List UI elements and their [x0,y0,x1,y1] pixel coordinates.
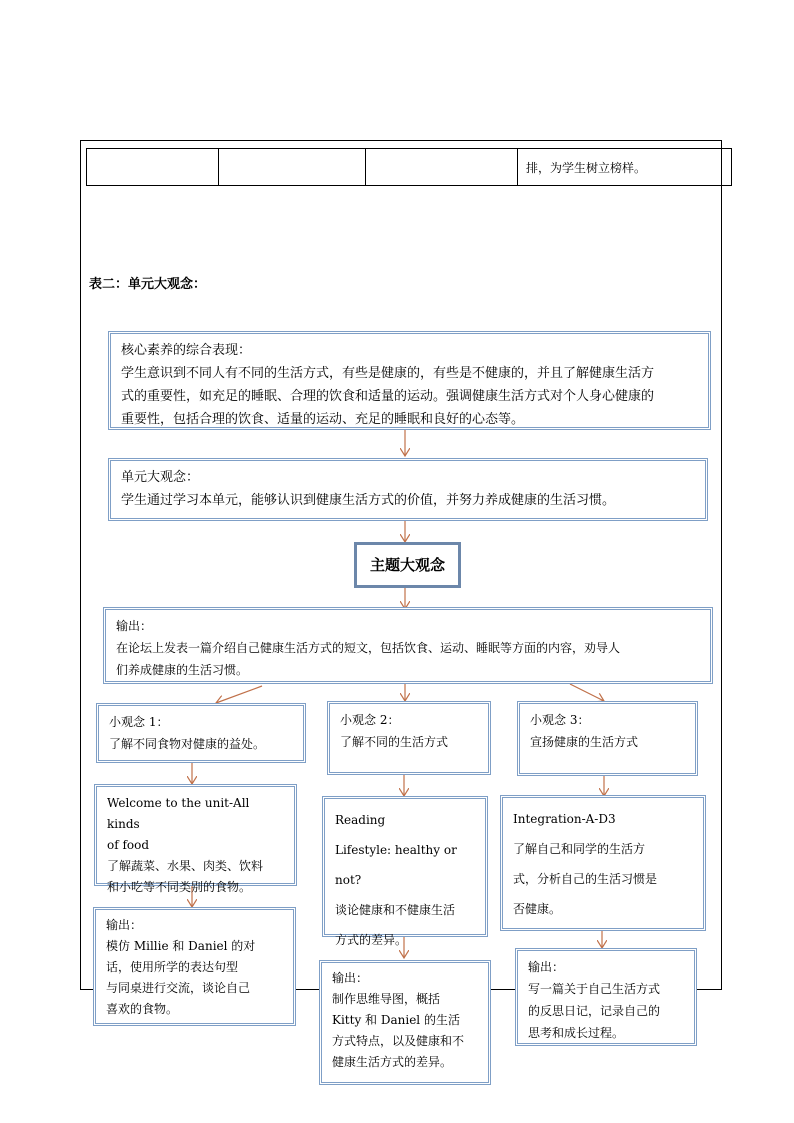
lesson-line: of food [107,838,150,852]
sub-concept-text: 宣扬健康的生活方式 [530,735,639,749]
unit-big-idea-box [108,458,708,521]
lesson-line: 式，分析自己的生活习惯是 [513,872,658,886]
core-heading: 核心素养的综合表现： [121,343,252,358]
lesson-line: 了解自己和同学的生活方 [513,842,646,856]
unit-text: 学生通过学习本单元，能够认识到健康生活方式的价值，并努力养成健康的生活习惯。 [121,493,616,508]
core-line: 重要性，包括合理的饮食、适量的运动、充足的睡眠和良好的心态等。 [121,412,525,427]
output-2-box [319,960,491,1085]
output-line: 写一篇关于自己生活方式 [528,982,661,996]
sub-concept-title: 小观念 3： [530,713,590,727]
output-line: 们养成健康的生活习惯。 [116,663,249,677]
lesson-line: 了解蔬菜、水果、肉类、饮料 [107,859,264,873]
core-line: 学生意识到不同人有不同的生活方式，有些是健康的，有些是不健康的，并且了解健康生活方 [121,366,655,381]
lesson-3-box [500,795,706,931]
sub-concept-title: 小观念 2： [340,713,400,727]
lesson-line: 方式的差异。 [335,933,408,947]
lesson-title: Welcome to the unit-All kinds [107,796,250,831]
lesson-line: Lifestyle: healthy or not? [335,843,457,887]
output-line: 方式特点，以及健康和不 [332,1034,465,1048]
lesson-line: 谈论健康和不健康生活 [335,903,456,917]
output-line: 在论坛上发表一篇介绍自己健康生活方式的短文，包括饮食、运动、睡眠等方面的内容，劝导人 [116,641,621,655]
arrow [570,684,604,701]
lesson-1-box [94,784,297,894]
output-line: 与同桌进行交流，谈论自己 [106,981,251,995]
sub-concept-title: 小观念 1： [109,715,169,729]
output-heading: 输出： [106,918,143,932]
lesson-line: 否健康。 [513,902,562,916]
theme-title: 主题大观念 [354,542,461,588]
table-caption: 表二：单元大观念： [89,277,207,292]
output-line: 思考和成长过程。 [528,1026,625,1040]
output-heading: 输出： [332,971,369,985]
lesson-2-box [322,796,488,947]
core-line: 式的重要性，如充足的睡眠、合理的饮食和适量的运动。强调健康生活方式对个人身心健康的 [121,389,655,404]
unit-heading: 单元大观念： [121,470,200,485]
output-line: 喜欢的食物。 [106,1002,179,1016]
output-heading: 输出： [528,960,565,974]
sub-concept-1 [96,703,306,763]
sub-concept-3 [517,701,698,776]
output-3-box [515,948,697,1046]
output-line: 健康生活方式的差异。 [332,1055,453,1069]
output-line: 制作思维导图，概括 [332,992,441,1006]
output-1-box [93,907,296,1026]
lesson-title: Reading [335,813,386,827]
core-literacy-box [108,331,711,430]
sub-concept-text: 了解不同食物对健康的益处。 [109,737,266,751]
table-cell: 排，为学生树立榜样。 [518,149,732,186]
main-output-box [103,607,713,684]
output-line: 模仿 Millie 和 Daniel 的对 [106,939,256,953]
sub-concept-text: 了解不同的生活方式 [340,735,449,749]
output-heading: 输出： [116,619,153,633]
lesson-title: Integration-A-D3 [513,812,616,826]
sub-concept-2 [327,701,491,775]
output-line: 的反思日记，记录自己的 [528,1004,661,1018]
arrow [216,686,262,703]
lesson-line: 和小吃等不同类别的食物。 [107,880,252,894]
output-line: Kitty 和 Daniel 的生活 [332,1013,460,1027]
output-line: 话，使用所学的表达句型 [106,960,239,974]
